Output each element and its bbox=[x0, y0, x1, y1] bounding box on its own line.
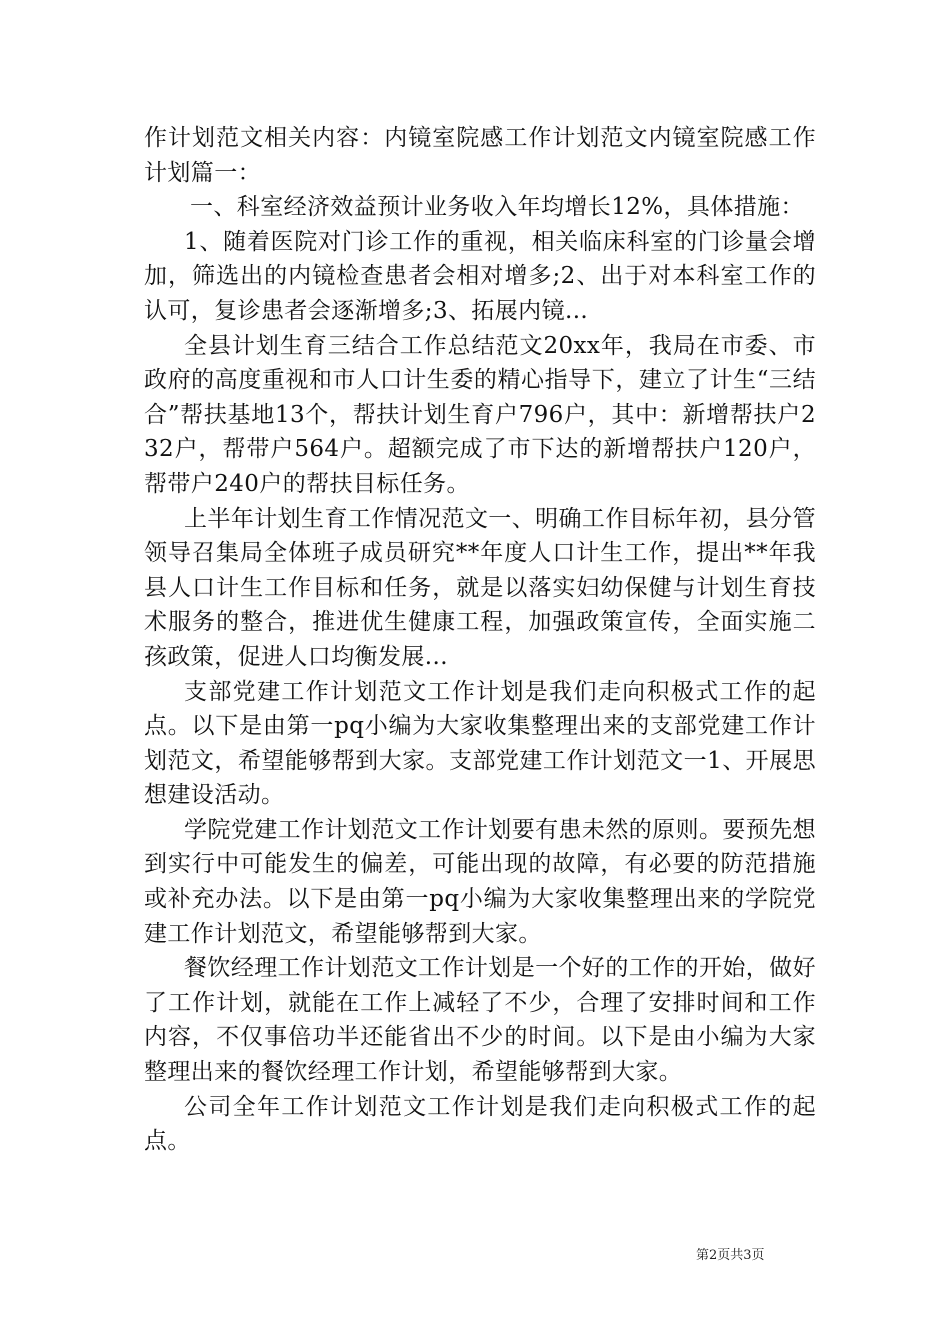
paragraph-measures: 1、随着医院对门诊工作的重视，相关临床科室的门诊量会增加，筛选出的内镜检查患者会相对增多;2、出于对本科室工作的认可，复诊患者会逐渐增多;3、拓展内镜... bbox=[144, 228, 816, 324]
paragraph-half-year-report: 上半年计划生育工作情况范文一、明确工作目标年初，县分管领导召集局全体班子成员研究**年度人口计生工作，提出**年我县人口计生工作目标和任务，就是以落实妇幼保健与计划生育技术服务的整合，推进优生健康工程，加强政策宣传，全面实施二孩政策，促进人口均衡发展... bbox=[144, 505, 816, 670]
paragraph-branch-party-plan: 支部党建工作计划范文工作计划是我们走向积极式工作的起点。以下是由第一pq小编为大家收集整理出来的支部党建工作计划范文，希望能够帮到大家。支部党建工作计划范文一1、开展思想建设活动。 bbox=[144, 678, 816, 809]
paragraph-college-party-plan: 学院党建工作计划范文工作计划要有患未然的原则。要预先想到实行中可能发生的偏差，可能出现的故障，有必要的防范措施或补充办法。以下是由第一pq小编为大家收集整理出来的学院党建工作计划范文，希望能够帮到大家。 bbox=[144, 816, 816, 947]
paragraph-company-annual-plan: 公司全年工作计划范文工作计划是我们走向积极式工作的起点。 bbox=[144, 1093, 816, 1155]
document-body bbox=[144, 121, 816, 1159]
paragraph-family-planning-summary: 全县计划生育三结合工作总结范文20xx年，我局在市委、市政府的高度重视和市人口计生委的精心指导下，建立了计生“三结合”帮扶基地13个，帮扶计划生育户796户，其中：新增帮扶户232户，帮带户564户。超额完成了市下达的新增帮扶户120户，帮带户240户的帮扶目标任务。 bbox=[144, 332, 816, 497]
paragraph-intro: 作计划范文相关内容：内镜室院感工作计划范文内镜室院感工作计划篇一： bbox=[144, 125, 816, 186]
paragraph-catering-manager-plan: 餐饮经理工作计划范文工作计划是一个好的工作的开始，做好了工作计划，就能在工作上减轻了不少，合理了安排时间和工作内容，不仅事倍功半还能省出不少的时间。以下是由小编为大家整理出来的餐饮经理工作计划，希望能够帮到大家。 bbox=[144, 955, 816, 1086]
page-number-footer: 第2页共3页 bbox=[696, 1248, 765, 1263]
paragraph-economic-goal: 一、科室经济效益预计业务收入年均增长12%，具体措施： bbox=[190, 194, 804, 221]
